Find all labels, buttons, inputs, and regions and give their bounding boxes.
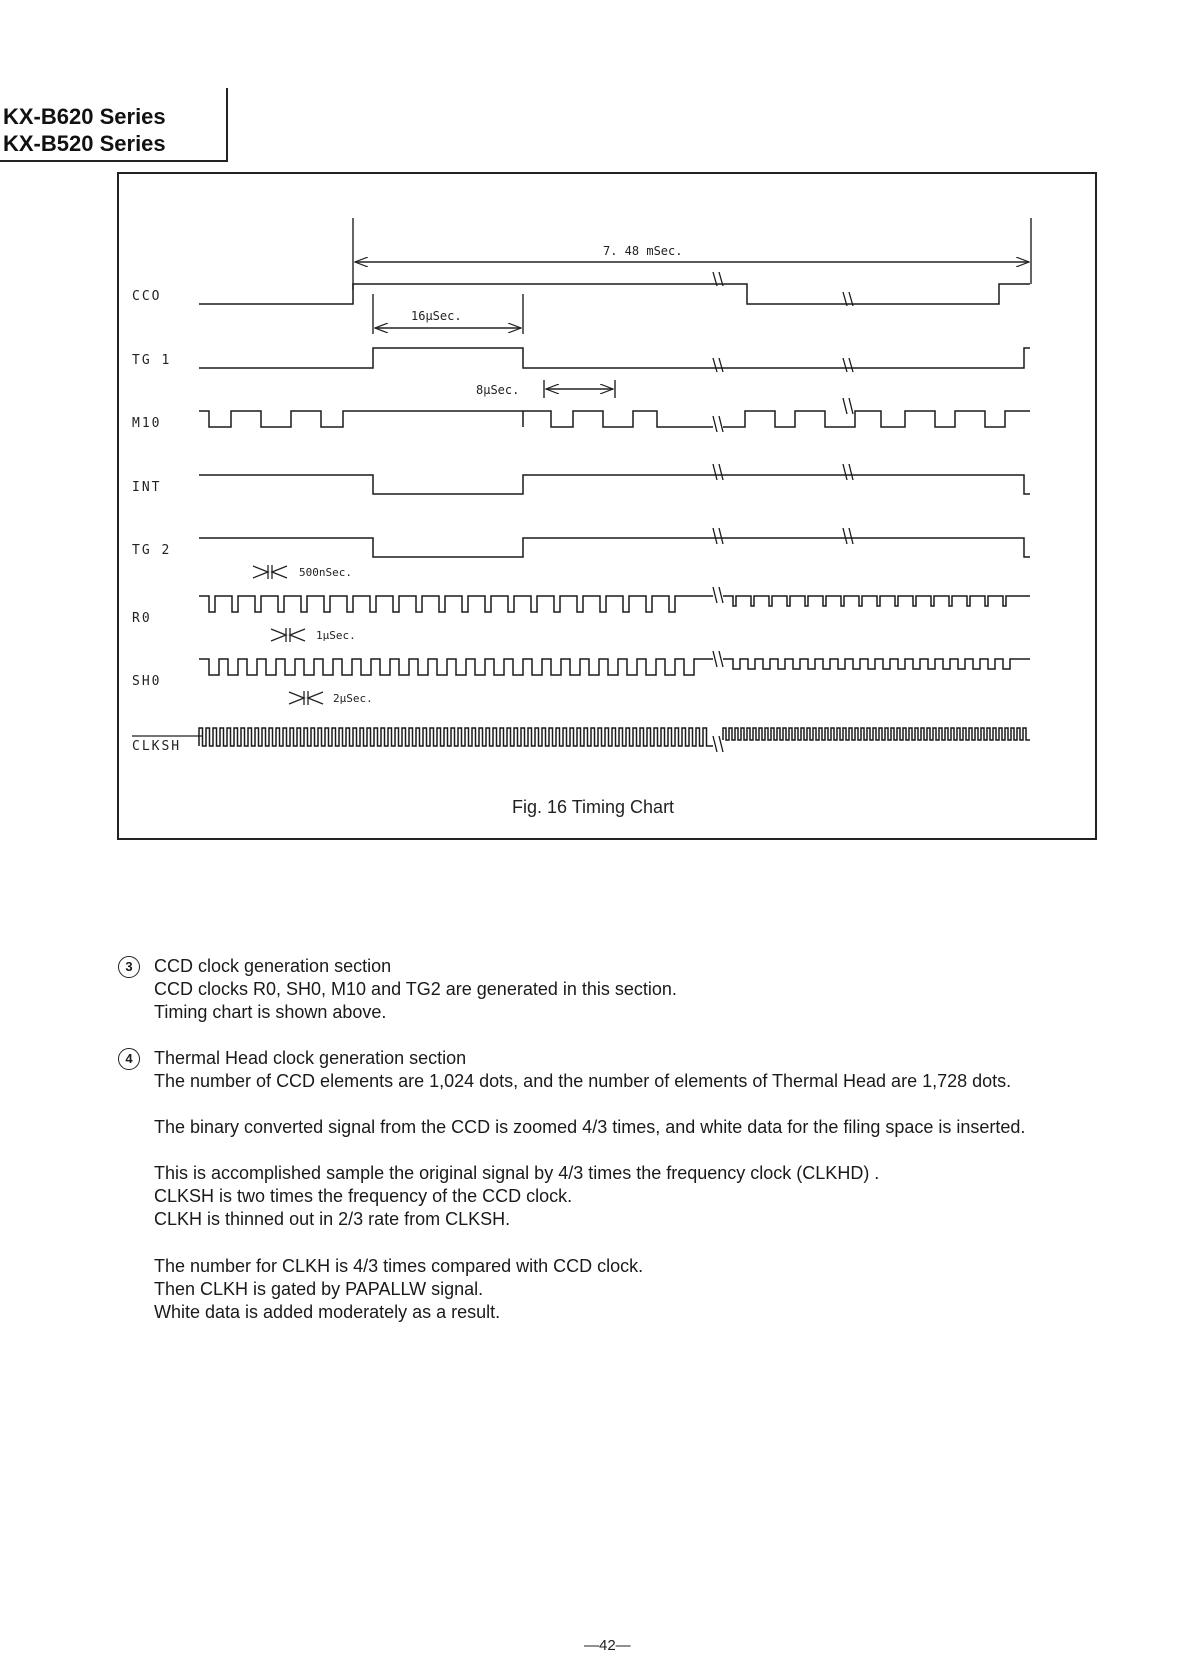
signal-label-sh0: SH0 <box>132 674 162 689</box>
series-line-2: KX-B520 Series <box>3 131 166 156</box>
break-markers <box>713 272 853 752</box>
series-header <box>0 88 228 162</box>
section-title: CCD clock generation section <box>154 956 392 976</box>
signal-label-cco: CCO <box>132 289 162 304</box>
signal-label-clksh: CLKSH <box>132 739 182 754</box>
waveform-clksh <box>199 728 1030 746</box>
series-line-1: KX-B620 Series <box>3 104 166 129</box>
section-thermal-head-clock <box>118 1047 1118 1322</box>
sh0-pulse-label: 1μSec. <box>316 629 356 642</box>
section-number-circle: 3 <box>118 956 140 978</box>
signal-label-m10: M10 <box>132 416 162 431</box>
waveform-int <box>199 475 1030 494</box>
section-line: The number of CCD elements are 1,024 dots, and the number of elements of Thermal Head are 1,728 dots. <box>154 1071 1012 1091</box>
timing-chart <box>119 174 1095 838</box>
page-number: —42— <box>584 1637 631 1654</box>
m10-gap-dimension <box>544 380 615 398</box>
clksh-pulse-label: 2μSec. <box>333 692 373 705</box>
waveform-sh0 <box>199 659 1030 675</box>
section-line: This is accomplished sample the original signal by 4/3 times the frequency clock (CLKHD) . <box>154 1163 880 1183</box>
section-line: Timing chart is shown above. <box>154 1002 387 1022</box>
timing-chart-frame <box>117 172 1097 840</box>
waveform-m10 <box>199 411 1030 427</box>
section-line: CLKH is thinned out in 2/3 rate from CLKSH. <box>154 1209 511 1229</box>
waveform-cco <box>199 284 1030 304</box>
signal-label-r0: R0 <box>132 611 152 626</box>
waveform-tg1 <box>199 348 1030 368</box>
waveform-tg2 <box>199 538 1030 557</box>
signal-label-int: INT <box>132 480 162 495</box>
signal-label-tg1: TG 1 <box>132 353 172 368</box>
figure-caption: Fig. 16 Timing Chart <box>512 797 675 817</box>
section-line: CCD clocks R0, SH0, M10 and TG2 are generated in this section. <box>154 979 677 999</box>
period-dimension <box>353 218 1031 290</box>
signal-label-tg2: TG 2 <box>132 543 172 558</box>
section-line: White data is added moderately as a result. <box>154 1302 501 1322</box>
r0-pulse-label: 500nSec. <box>299 566 352 579</box>
waveform-r0 <box>199 596 1030 612</box>
section-ccd-clock <box>118 955 1118 1035</box>
section-line: CLKSH is two times the frequency of the CCD clock. <box>154 1186 573 1206</box>
tg1-width-label: 16μSec. <box>411 309 462 323</box>
section-number-circle: 4 <box>118 1048 140 1070</box>
section-title: Thermal Head clock generation section <box>154 1048 467 1068</box>
section-line: The number for CLKH is 4/3 times compared with CCD clock. <box>154 1256 644 1276</box>
m10-gap-label: 8μSec. <box>476 383 520 397</box>
pulse-width-markers <box>253 565 323 705</box>
section-line: Then CLKH is gated by PAPALLW signal. <box>154 1279 484 1299</box>
period-label: 7. 48 mSec. <box>603 244 683 258</box>
section-line: The binary converted signal from the CCD is zoomed 4/3 times, and white data for the filing space is inserted. <box>154 1117 1026 1137</box>
